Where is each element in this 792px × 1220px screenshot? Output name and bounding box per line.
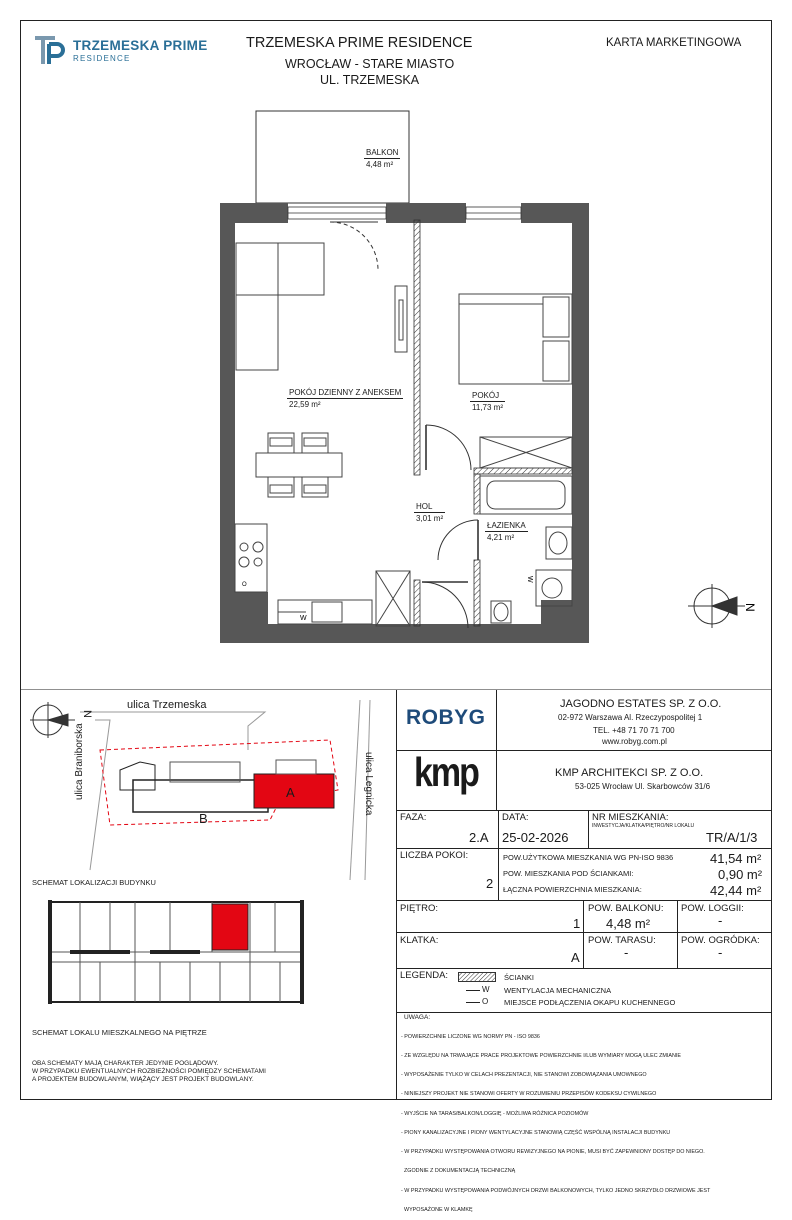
legend-vent: WENTYLACJA MECHANICZNA: [504, 986, 612, 995]
site-compass-n: N: [80, 710, 93, 718]
note-line: - WYJŚCIE NA TARAS/BALKON/LOGGIĘ - MOŻLIWA RÓŻNICA POZIOMÓW: [401, 1110, 589, 1117]
building-b-label: B: [199, 811, 208, 826]
balkon-value: 4,48 m²: [606, 916, 651, 931]
legend-walls: ŚCIANKI: [504, 973, 535, 982]
room-living: POKÓJ DZIENNY Z ANEKSEM 22,59 m²: [289, 388, 402, 409]
area3-label: ŁĄCZNA POWIERZCHNIA MIESZKANIA:: [503, 885, 642, 894]
robyg-phone: TEL. +48 71 70 71 700: [593, 726, 675, 735]
nr-sub: INWESTYCJA/KLATKA/PIĘTRO/NR LOKALU: [592, 823, 695, 829]
taras-label: POW. TARASU:: [588, 935, 656, 946]
partitions: [414, 220, 572, 626]
svg-text:N: N: [743, 603, 757, 612]
data-value: 25-02-2026: [502, 830, 569, 845]
site-compass-icon: [30, 702, 75, 738]
room-hall: HOL 3,01 m²: [416, 502, 444, 523]
building-a-label: A: [286, 785, 295, 800]
compass-icon: [688, 584, 745, 628]
area2-label: POW. MIESZKANIA POD ŚCIANKAMI:: [503, 869, 634, 878]
note-line: WYPOSAŻONE W KLAMKĘ: [401, 1206, 473, 1213]
note-line: - W PRZYPADKU WYSTĘPOWANIA PODWÓJNYCH DRZWI BALKONOWYCH, TYLKO JEDNO SKRZYDŁO DRZWIOWE JEST: [401, 1187, 711, 1194]
note-line: - POWIERZCHNIE LICZONE WG NORMY PN - ISO 9836: [401, 1033, 540, 1040]
sofa: [236, 243, 324, 370]
svg-text:O: O: [242, 582, 247, 588]
legend-w-symbol: W: [482, 985, 490, 994]
hatch-swatch-icon: [458, 972, 496, 982]
street-line: UL. TRZEMESKA: [320, 73, 420, 87]
note-line: - PIONY KANALIZACYJNE I PIONY WENTYLACYJNE STANOWIĄ CZĘŚĆ WSPÓLNĄ INSTALACJI BUDYNKU: [401, 1129, 671, 1136]
balkon-label: POW. BALKONU:: [588, 903, 664, 914]
arrow-icon: [466, 990, 480, 991]
nr-label: NR MIESZKANIA:: [592, 812, 669, 823]
faza-label: FAZA:: [400, 812, 427, 823]
klatka-label: KLATKA:: [400, 935, 439, 946]
nr-value: TR/A/1/3: [706, 830, 758, 845]
svg-text:W: W: [300, 615, 307, 622]
pietro-value: 1: [573, 916, 581, 931]
legend-title: LEGENDA:: [400, 970, 449, 981]
street-trzemeska: ulica Trzemeska: [127, 699, 207, 711]
svg-text:W: W: [526, 576, 533, 583]
arrow-icon: [466, 1002, 480, 1003]
legend-o-symbol: O: [482, 997, 489, 1006]
disclaimer-3: A PROJEKTEM BUDOWLANYM, WIĄŻĄCY JEST PROJEKT BUDOWLANY.: [32, 1076, 254, 1083]
area3-value: 42,44 m²: [710, 883, 762, 898]
kmp-name: KMP ARCHITEKCI SP. Z O.O.: [555, 767, 704, 779]
card-type: KARTA MARKETINGOWA: [606, 37, 742, 49]
pokoje-label: LICZBA POKOI:: [400, 850, 469, 861]
note-line: - ZE WZGLĘDU NA TRWAJĄCE PRACE PROJEKTOWE POWIERZCHNIE I/LUB WYMIARY MOGĄ ULEC ZMIANIE: [401, 1053, 681, 1060]
area2-value: 0,90 m²: [718, 867, 763, 882]
notes-list: [401, 1021, 710, 1220]
logo-sub: RESIDENCE: [73, 54, 131, 63]
robyg-address: 02-972 Warszawa Al. Rzeczypospolitej 1: [558, 713, 703, 722]
pokoje-value: 2: [486, 876, 494, 891]
loggia-label: POW. LOGGII:: [681, 903, 744, 914]
caption-floor: SCHEMAT LOKALU MIESZKALNEGO NA PIĘTRZE: [32, 1028, 207, 1037]
legend-hood: MIEJSCE PODŁĄCZENIA OKAPU KUCHENNEGO: [504, 998, 676, 1007]
kmp-logo: kmp: [414, 750, 478, 796]
ogrodek-value: -: [718, 945, 723, 960]
street-braniborska: ulica Braniborska: [74, 723, 85, 800]
pietro-label: PIĘTRO:: [400, 903, 439, 914]
taras-value: -: [624, 945, 629, 960]
notes-title: UWAGA:: [404, 1014, 431, 1021]
page-title: TRZEMESKA PRIME RESIDENCE: [246, 35, 473, 51]
kmp-address: 53-025 Wrocław Ul. Skarbowców 31/6: [575, 782, 711, 791]
loggia-value: -: [718, 913, 723, 928]
klatka-value: A: [571, 950, 580, 965]
ogrodek-label: POW. OGRÓDKA:: [681, 935, 760, 946]
caption-location: SCHEMAT LOKALIZACJI BUDYNKU: [32, 878, 156, 887]
disclaimer-1: OBA SCHEMATY MAJĄ CHARAKTER JEDYNIE POGLĄDOWY.: [32, 1060, 219, 1067]
location-line: WROCŁAW - STARE MIASTO: [285, 57, 455, 71]
robyg-web: www.robyg.com.pl: [602, 737, 667, 746]
area1-label: POW.UŻYTKOWA MIESZKANIA WG PN-ISO 9836: [503, 853, 674, 862]
logo-name: TRZEMESKA PRIME: [73, 38, 208, 53]
dining-table: [256, 433, 342, 497]
robyg-logo: ROBYG: [406, 706, 486, 729]
robyg-name: JAGODNO ESTATES SP. Z O.O.: [560, 698, 722, 710]
faza-value: 2.A: [469, 830, 489, 845]
note-line: - W PRZYPADKU WYSTĘPOWANIA OTWORU REWIZYJNEGO NA PIONIE, MUSI BYĆ ZAPEWNIONY DOSTĘP DO NIEGO.: [401, 1149, 705, 1156]
floor-schematic: [40, 890, 310, 1010]
note-line: - NINIEJSZY PROJEKT NIE STANOWI OFERTY W ROZUMIENIU PRZEPISÓW KODEKSU CYWILNEGO: [401, 1091, 657, 1098]
note-line: ZGODNIE Z DOKUMENTACJĄ TECHNICZNĄ: [401, 1168, 516, 1175]
area1-value: 41,54 m²: [710, 851, 762, 866]
street-legnicka: ulica Legnicka: [363, 752, 374, 816]
room-bathroom: ŁAZIENKA 4,21 m²: [487, 521, 526, 542]
room-bedroom: POKÓJ 11,73 m²: [472, 391, 503, 412]
note-line: - WYPOSAŻENIE TYLKO W CELACH PREZENTACJI, NIE STANOWI ZOBOWIĄZANIA UMOWNEGO: [401, 1072, 647, 1079]
room-balcony: BALKON 4,48 m²: [366, 148, 399, 169]
data-label: DATA:: [502, 812, 529, 823]
bed: [459, 294, 572, 384]
disclaimer-2: W PRZYPADKU EWENTUALNYCH ROZBIEŻNOŚCI POMIĘDZY SCHEMATAMI: [32, 1068, 266, 1075]
